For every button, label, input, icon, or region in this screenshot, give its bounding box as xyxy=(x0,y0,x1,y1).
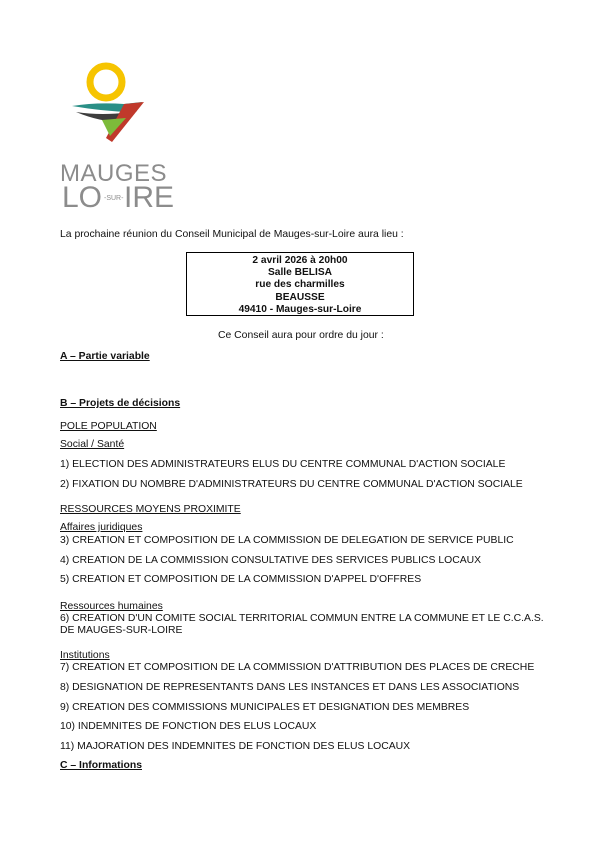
agenda-item-11: 11) MAJORATION DES INDEMNITES DE FONCTION DES ELUS LOCAUX xyxy=(60,741,411,752)
agenda-item-10: 10) INDEMNITES DE FONCTION DES ELUS LOCAUX xyxy=(60,721,317,732)
agenda-item-7: 7) CREATION ET COMPOSITION DE LA COMMISSION D'ATTRIBUTION DES PLACES DE CRECHE xyxy=(60,662,535,673)
agenda-item-5: 5) CREATION ET COMPOSITION DE LA COMMISSION D'APPEL D'OFFRES xyxy=(60,574,422,585)
logo-emblem-icon xyxy=(62,62,162,162)
pole-population-heading: POLE POPULATION xyxy=(60,421,157,432)
ressources-humaines-heading: Ressources humaines xyxy=(60,601,163,612)
logo-text-mauges: MAUGES xyxy=(60,160,168,187)
agenda-item-3: 3) CREATION ET COMPOSITION DE LA COMMISSION DE DELEGATION DE SERVICE PUBLIC xyxy=(60,535,514,546)
meeting-room: Salle BELISA xyxy=(268,267,332,279)
meeting-date: 2 avril 2026 à 20h00 xyxy=(252,255,348,266)
agenda-intro: Ce Conseil aura pour ordre du jour : xyxy=(218,330,384,341)
logo-text-lo: LO xyxy=(62,181,103,214)
agenda-item-6-line-2: DE MAUGES-SUR-LOIRE xyxy=(60,625,183,636)
logo-text-sur: -SUR- xyxy=(104,195,124,202)
section-b-title: B – Projets de décisions xyxy=(60,398,181,409)
intro-text: La prochaine réunion du Conseil Municipal de Mauges-sur-Loire aura lieu : xyxy=(60,229,404,240)
section-a-title: A – Partie variable xyxy=(60,351,150,362)
agenda-item-1: 1) ELECTION DES ADMINISTRATEURS ELUS DU CENTRE COMMUNAL D'ACTION SOCIALE xyxy=(60,459,506,470)
meeting-city: 49410 - Mauges-sur-Loire xyxy=(238,303,362,315)
agenda-item-6-line-1: 6) CREATION D'UN COMITE SOCIAL TERRITORIAL COMMUN ENTRE LA COMMUNE ET LE C.C.A.S. xyxy=(60,613,544,624)
agenda-item-4: 4) CREATION DE LA COMMISSION CONSULTATIVE DES SERVICES PUBLICS LOCAUX xyxy=(60,555,482,566)
meeting-info-box xyxy=(186,252,414,316)
logo-text-ire: IRE xyxy=(124,181,175,214)
institutions-heading: Institutions xyxy=(60,650,110,661)
agenda-item-9: 9) CREATION DES COMMISSIONS MUNICIPALES ET DESIGNATION DES MEMBRES xyxy=(60,702,470,713)
meeting-place: BEAUSSE xyxy=(275,291,325,303)
affaires-juridiques-heading: Affaires juridiques xyxy=(60,522,143,533)
mauges-sur-loire-logo xyxy=(60,62,175,214)
ressources-moyens-heading: RESSOURCES MOYENS PROXIMITE xyxy=(60,504,241,515)
agenda-item-2: 2) FIXATION DU NOMBRE D'ADMINISTRATEURS DU CENTRE COMMUNAL D'ACTION SOCIALE xyxy=(60,479,523,490)
agenda-item-8: 8) DESIGNATION DE REPRESENTANTS DANS LES INSTANCES ET DANS LES ASSOCIATIONS xyxy=(60,682,520,693)
meeting-street: rue des charmilles xyxy=(255,279,345,291)
section-c-title: C – Informations xyxy=(60,760,142,771)
social-sante-heading: Social / Santé xyxy=(60,439,125,450)
